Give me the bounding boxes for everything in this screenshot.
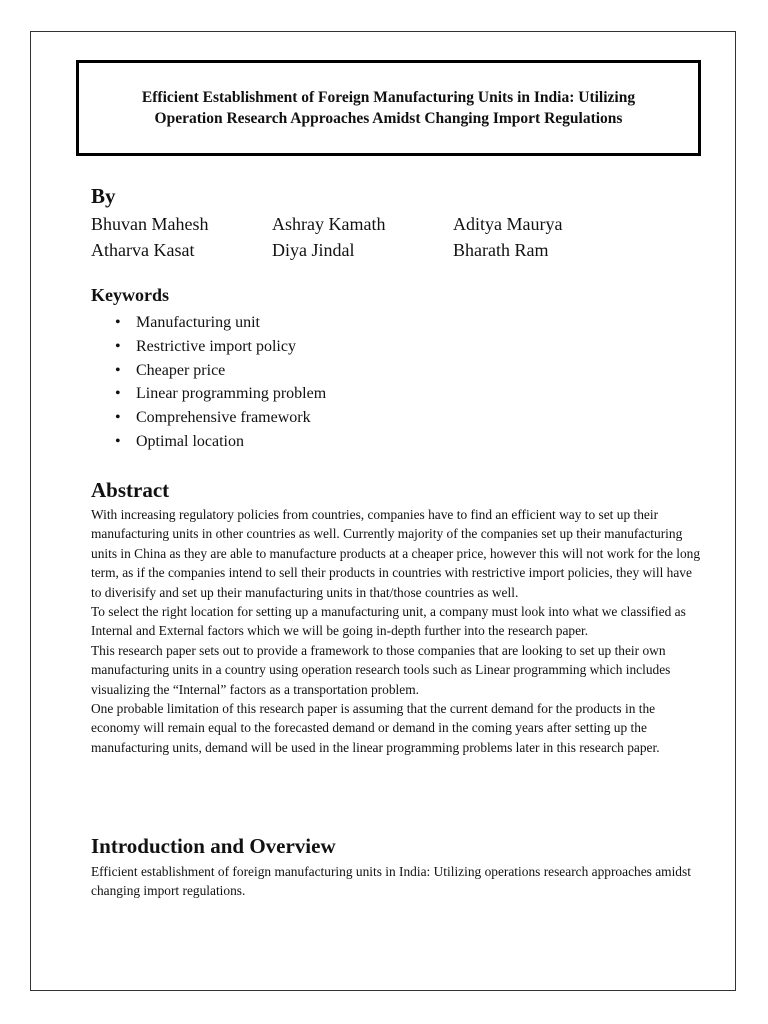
keyword-list: [136, 311, 326, 454]
intro-heading: Introduction and Overview: [91, 834, 336, 858]
keyword-item: • Manufacturing unit: [136, 311, 326, 335]
keyword-item: • Optimal location: [136, 430, 326, 454]
keywords-heading: Keywords: [91, 285, 169, 305]
title-box: [76, 60, 701, 156]
author-list: [91, 211, 651, 263]
author-name: Bhuvan Mahesh: [91, 214, 209, 234]
keyword-item: • Cheaper price: [136, 359, 326, 383]
title-line-2: Operation Research Approaches Amidst Changing Import Regulations: [154, 110, 623, 127]
keyword-item: • Comprehensive framework: [136, 406, 326, 430]
author-name: Diya Jindal: [272, 240, 355, 260]
abstract-paragraph: To select the right location for setting up a manufacturing unit, a company must look into what we classified as Internal and External factors which we will be going in-depth further into the research paper.: [91, 604, 686, 639]
keyword-item: • Restrictive import policy: [136, 335, 326, 359]
intro-paragraph: Efficient establishment of foreign manufacturing units in India: Utilizing operations research approaches amidst changing import regulations.: [91, 864, 691, 899]
abstract-body: [91, 505, 701, 757]
author-row: [91, 211, 651, 237]
abstract-heading: Abstract: [91, 478, 170, 502]
title-line-1: Efficient Establishment of Foreign Manufacturing Units in India: Utilizing: [141, 89, 636, 106]
author-name: Ashray Kamath: [272, 214, 386, 234]
abstract-paragraph: This research paper sets out to provide a framework to those companies that are looking to set up their own manufacturing units in a country using operation research tools such as Linear programming which includes visualizing the “Internal” factors as a transportation problem.: [91, 642, 671, 697]
abstract-paragraph: With increasing regulatory policies from countries, companies have to find an efficient way to set up their manufacturing units in other countries as well. Currently majority of the companies set up their manufacturing units in China as they are able to manufacture products at a cheaper price, however this will not work for the long term, as if the companies intend to sell their products in countries with restrictive import policies, they will have to diverisify and set up their manufacturing units in that/those countries as well.: [91, 507, 701, 600]
paper-title: [142, 87, 635, 129]
author-name: Bharath Ram: [453, 240, 549, 260]
by-heading: By: [91, 184, 116, 208]
abstract-paragraph: One probable limitation of this research paper is assuming that the current demand for the products in the economy will remain equal to the forecasted demand or demand in the coming years after setting up the manufacturing units, demand will be used in the linear programming problems later in this research paper.: [91, 701, 660, 755]
keyword-item: • Linear programming problem: [136, 382, 326, 406]
author-name: Atharva Kasat: [91, 240, 195, 260]
author-row: [91, 237, 651, 263]
author-name: Aditya Maurya: [453, 214, 563, 234]
